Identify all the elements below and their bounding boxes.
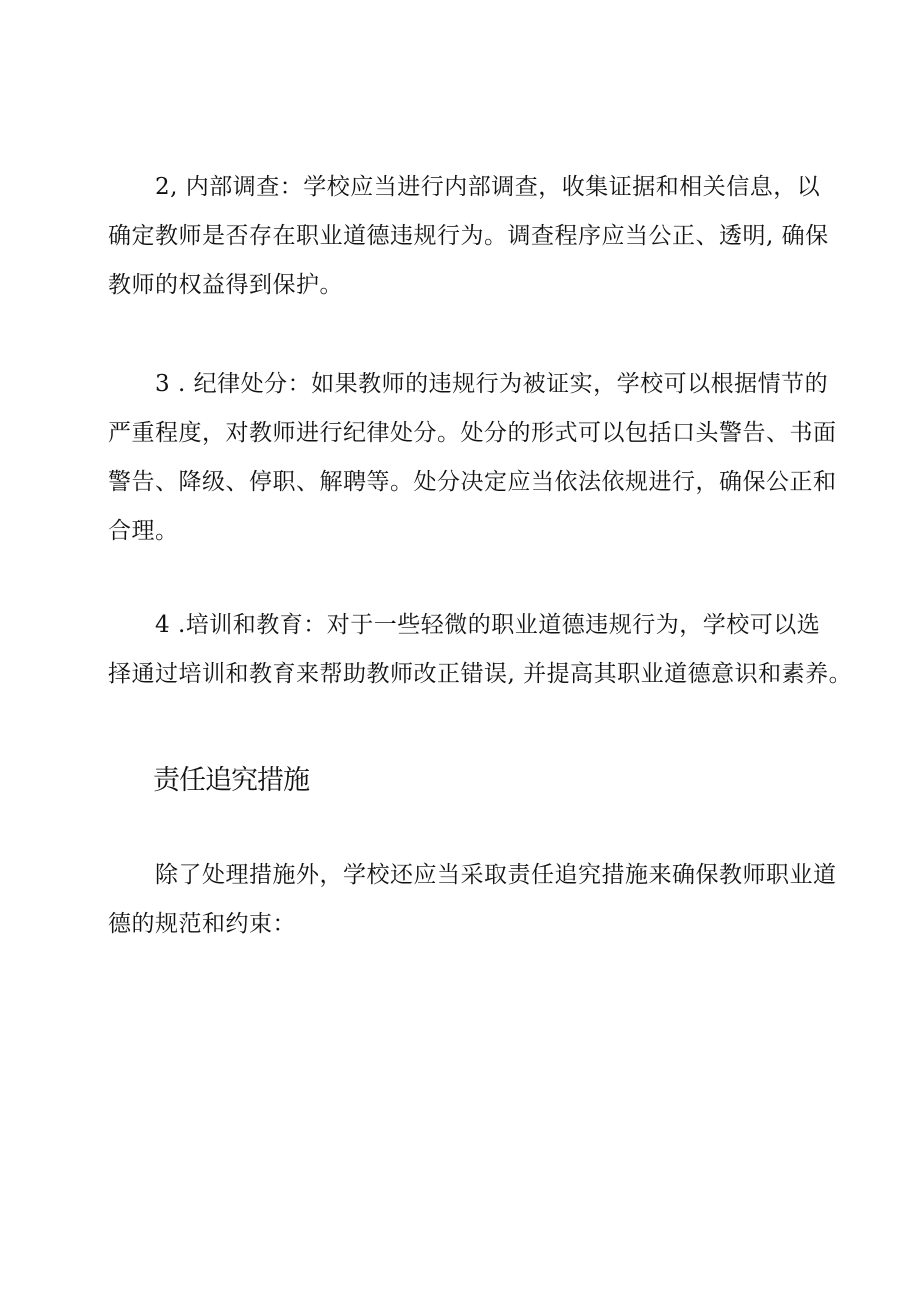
- paragraph-line: 警告、降级、停职、解聘等。处分决定应当依法依规进行，确保公正和: [108, 469, 837, 495]
- paragraph-line: 教师的权益得到保护。: [108, 272, 343, 298]
- paragraph-internal-investigation: [108, 163, 828, 310]
- paragraph-line: 择通过培训和教育来帮助教师改正错误, 并提高其职业道德意识和素养。: [108, 661, 853, 687]
- paragraph-line: 严重程度，对教师进行纪律处分。处分的形式可以包括口头警告、书面: [108, 420, 837, 446]
- paragraph-line: 德的规范和约束：: [108, 911, 296, 937]
- paragraph-line: 合理。: [108, 518, 179, 544]
- paragraph-disciplinary-action: [108, 360, 837, 556]
- paragraph-line: 4 .培训和教育：对于一些轻微的职业道德违规行为，学校可以选: [155, 612, 821, 638]
- paragraph-training-education: [108, 601, 853, 699]
- paragraph-line: 3 . 纪律处分：如果教师的违规行为被证实，学校可以根据情节的: [155, 371, 829, 397]
- paragraph-line: 除了处理措施外，学校还应当采取责任追究措施来确保教师职业道: [155, 862, 837, 888]
- paragraph-accountability-intro: [108, 851, 837, 949]
- paragraph-line: 确定教师是否存在职业道德违规行为。调查程序应当公正、透明, 确保: [108, 223, 829, 249]
- paragraph-line: 2, 内部调查：学校应当进行内部调查，收集证据和相关信息，以: [155, 174, 821, 200]
- section-heading: 责任追究措施: [153, 765, 309, 796]
